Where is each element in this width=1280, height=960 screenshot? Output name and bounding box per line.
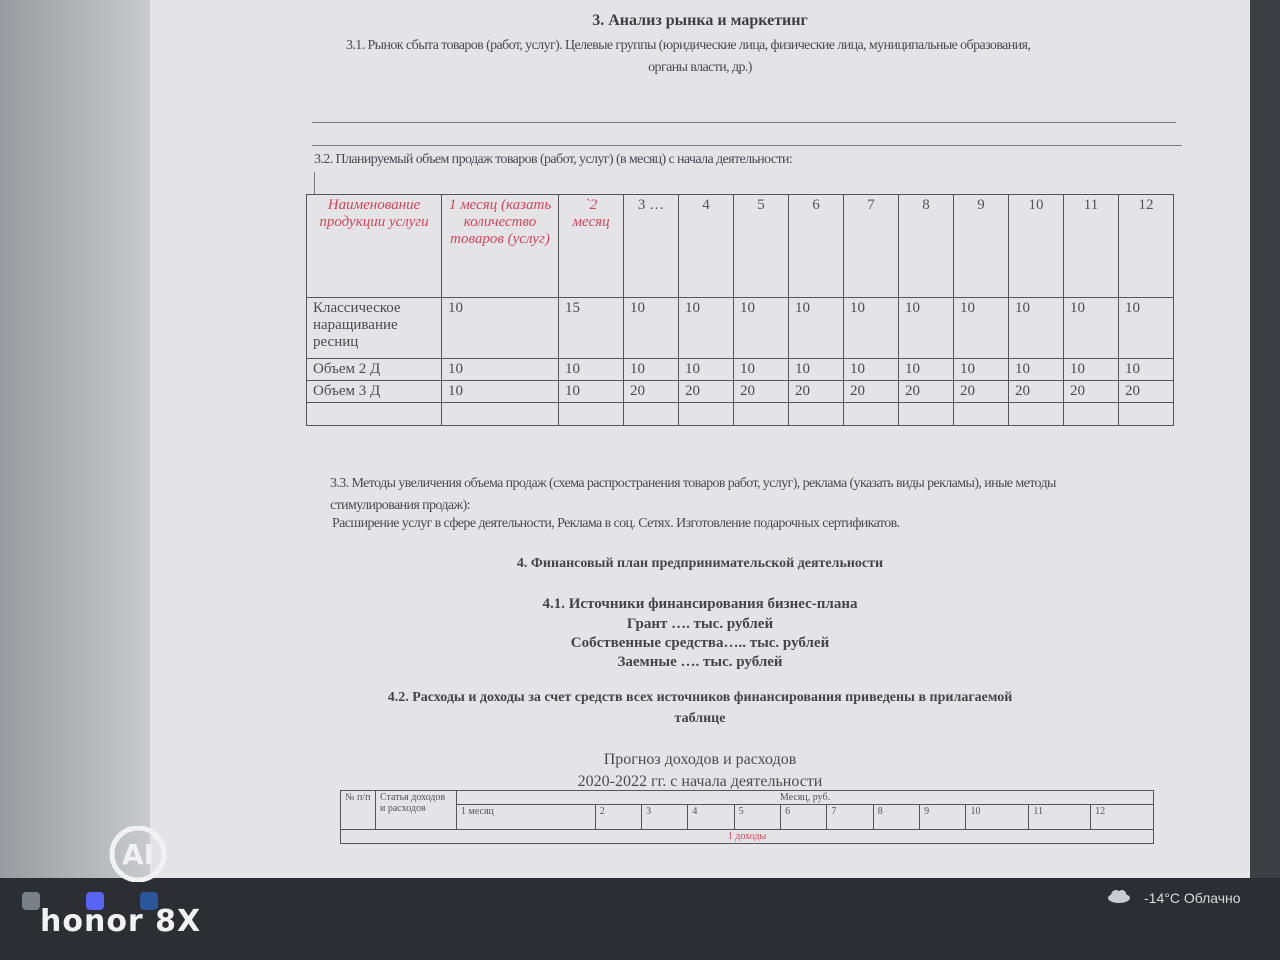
window-edge bbox=[0, 0, 150, 878]
forecast-month-1: 1 месяц bbox=[457, 805, 596, 830]
empty-cell[interactable] bbox=[679, 403, 734, 426]
forecast-title: Прогноз доходов и расходов bbox=[603, 751, 797, 768]
forecast-month-8: 8 bbox=[873, 805, 919, 830]
section-3-title: 3. Анализ рынка и маркетинг bbox=[592, 12, 808, 29]
row-1-m11[interactable]: 10 bbox=[1064, 298, 1119, 359]
row-3-m12[interactable]: 20 bbox=[1119, 381, 1174, 403]
forecast-months-row bbox=[341, 805, 1154, 830]
header-month-5: 5 bbox=[734, 195, 789, 298]
row-1-m7[interactable]: 10 bbox=[844, 298, 899, 359]
header-month-3: 3 … bbox=[624, 195, 679, 298]
row-3-m11[interactable]: 20 bbox=[1064, 381, 1119, 403]
row-1-m8[interactable]: 10 bbox=[899, 298, 954, 359]
forecast-month-7: 7 bbox=[827, 805, 873, 830]
row-1-m10[interactable]: 10 bbox=[1009, 298, 1064, 359]
empty-cell[interactable] bbox=[442, 403, 559, 426]
row-2-m4[interactable]: 10 bbox=[679, 359, 734, 381]
cloud-icon bbox=[1106, 888, 1132, 904]
empty-cell[interactable] bbox=[1064, 403, 1119, 426]
table-row bbox=[307, 298, 1174, 359]
empty-cell[interactable] bbox=[954, 403, 1009, 426]
header-product-name: Наименование продукции услуги bbox=[307, 195, 442, 298]
row-1-m1[interactable]: 10 bbox=[442, 298, 559, 359]
forecast-month-11: 11 bbox=[1029, 805, 1091, 830]
forecast-table bbox=[340, 790, 1154, 844]
paragraph-3-3-line1: 3.3. Методы увеличения объема продаж (схема распространения товаров работ, услуг), реклама (указать виды рекламы), иные методы bbox=[330, 476, 1056, 491]
section-4-1-title: 4.1. Источники финансирования бизнес-плана bbox=[542, 596, 858, 612]
paragraph-3-1-line1: 3.1. Рынок сбыта товаров (работ, услуг). Целевые группы (юридические лица, физические лица, муниципальные образования, bbox=[346, 38, 1031, 53]
funding-grant: Грант …. тыс. рублей bbox=[626, 616, 774, 632]
row-2-m2[interactable]: 10 bbox=[559, 359, 624, 381]
empty-cell[interactable] bbox=[789, 403, 844, 426]
forecast-month-3: 3 bbox=[642, 805, 688, 830]
row-2-m8[interactable]: 10 bbox=[899, 359, 954, 381]
table-row bbox=[307, 359, 1174, 381]
forecast-section-row bbox=[341, 830, 1154, 844]
ai-logo-text: AI bbox=[121, 838, 155, 871]
forecast-month-4: 4 bbox=[688, 805, 734, 830]
row-3-m9[interactable]: 20 bbox=[954, 381, 1009, 403]
weather-status[interactable]: -14°C Облачно bbox=[1144, 890, 1241, 906]
forecast-month-6: 6 bbox=[781, 805, 827, 830]
answer-line-1 bbox=[312, 122, 1176, 123]
forecast-col-item: Статья доходов и расходов bbox=[376, 791, 457, 830]
forecast-subtitle: 2020-2022 гг. с начала деятельности bbox=[577, 773, 823, 790]
empty-cell[interactable] bbox=[844, 403, 899, 426]
funding-loans: Заемные …. тыс. рублей bbox=[617, 654, 783, 670]
empty-cell[interactable] bbox=[1119, 403, 1174, 426]
header-month-8: 8 bbox=[899, 195, 954, 298]
row-1-m4[interactable]: 10 bbox=[679, 298, 734, 359]
header-month-9: 9 bbox=[954, 195, 1009, 298]
forecast-months-header: Месяц, руб. bbox=[457, 791, 1154, 805]
header-month-1: 1 месяц (казать количество товаров (услуг) bbox=[442, 195, 559, 298]
table-row bbox=[307, 381, 1174, 403]
row-3-m6[interactable]: 20 bbox=[789, 381, 844, 403]
row-2-name[interactable]: Объем 2 Д bbox=[307, 359, 442, 381]
paragraph-3-1-line2: органы власти, др.) bbox=[648, 60, 752, 75]
row-3-m4[interactable]: 20 bbox=[679, 381, 734, 403]
paragraph-3-3-line2: стимулирования продаж): bbox=[330, 498, 470, 513]
row-3-m8[interactable]: 20 bbox=[899, 381, 954, 403]
row-1-m5[interactable]: 10 bbox=[734, 298, 789, 359]
row-3-m7[interactable]: 20 bbox=[844, 381, 899, 403]
steam-icon[interactable] bbox=[22, 892, 40, 910]
row-1-m3[interactable]: 10 bbox=[624, 298, 679, 359]
row-2-m12[interactable]: 10 bbox=[1119, 359, 1174, 381]
document-page bbox=[150, 0, 1250, 878]
empty-cell[interactable] bbox=[559, 403, 624, 426]
forecast-header-row bbox=[341, 791, 1154, 805]
row-2-m5[interactable]: 10 bbox=[734, 359, 789, 381]
empty-cell[interactable] bbox=[1009, 403, 1064, 426]
forecast-month-2: 2 bbox=[595, 805, 641, 830]
header-month-12: 12 bbox=[1119, 195, 1174, 298]
row-3-m10[interactable]: 20 bbox=[1009, 381, 1064, 403]
row-1-m2[interactable]: 15 bbox=[559, 298, 624, 359]
row-2-m11[interactable]: 10 bbox=[1064, 359, 1119, 381]
forecast-col-num: № п/п bbox=[341, 791, 376, 830]
ai-logo-icon bbox=[86, 826, 190, 882]
text-cursor bbox=[314, 172, 315, 194]
funding-own-funds: Собственные средства….. тыс. рублей bbox=[570, 635, 830, 651]
header-month-6: 6 bbox=[789, 195, 844, 298]
table-row-empty bbox=[307, 403, 1174, 426]
row-3-m1[interactable]: 10 bbox=[442, 381, 559, 403]
header-month-11: 11 bbox=[1064, 195, 1119, 298]
row-2-m10[interactable]: 10 bbox=[1009, 359, 1064, 381]
header-month-10: 10 bbox=[1009, 195, 1064, 298]
empty-cell[interactable] bbox=[734, 403, 789, 426]
row-3-m3[interactable]: 20 bbox=[624, 381, 679, 403]
section-4-2-line1: 4.2. Расходы и доходы за счет средств всех источников финансирования приведены в прилагаемой bbox=[387, 690, 1013, 705]
section-4-2-line2: таблице bbox=[674, 711, 726, 726]
row-2-m6[interactable]: 10 bbox=[789, 359, 844, 381]
row-2-m9[interactable]: 10 bbox=[954, 359, 1009, 381]
forecast-month-5: 5 bbox=[734, 805, 780, 830]
brand-watermark: honor 8X bbox=[40, 904, 202, 939]
header-month-4: 4 bbox=[679, 195, 734, 298]
empty-cell[interactable] bbox=[624, 403, 679, 426]
sales-volume-table bbox=[306, 194, 1174, 426]
row-1-m6[interactable]: 10 bbox=[789, 298, 844, 359]
row-2-m3[interactable]: 10 bbox=[624, 359, 679, 381]
header-month-2: `2 месяц bbox=[559, 195, 624, 298]
forecast-income-section: 1 доходы bbox=[341, 830, 1154, 844]
empty-cell[interactable] bbox=[899, 403, 954, 426]
paragraph-3-2: 3.2. Планируемый объем продаж товаров (работ, услуг) (в месяц) с начала деятельности: bbox=[314, 152, 793, 167]
row-3-m2[interactable]: 10 bbox=[559, 381, 624, 403]
forecast-month-10: 10 bbox=[966, 805, 1029, 830]
row-1-name[interactable]: Классическое наращивание ресниц bbox=[307, 298, 442, 359]
table-header-row bbox=[307, 195, 1174, 298]
forecast-month-12: 12 bbox=[1091, 805, 1154, 830]
row-3-m5[interactable]: 20 bbox=[734, 381, 789, 403]
row-1-m12[interactable]: 10 bbox=[1119, 298, 1174, 359]
empty-cell[interactable] bbox=[307, 403, 442, 426]
answer-line-2 bbox=[312, 145, 1182, 146]
header-month-7: 7 bbox=[844, 195, 899, 298]
forecast-month-9: 9 bbox=[920, 805, 966, 830]
paragraph-3-3-answer: Расширение услуг в сфере деятельности, Реклама в соц. Сетях. Изготовление подарочных сертификатов. bbox=[332, 516, 900, 531]
row-2-m7[interactable]: 10 bbox=[844, 359, 899, 381]
row-3-name[interactable]: Объем 3 Д bbox=[307, 381, 442, 403]
row-2-m1[interactable]: 10 bbox=[442, 359, 559, 381]
row-1-m9[interactable]: 10 bbox=[954, 298, 1009, 359]
section-4-title: 4. Финансовый план предпринимательской деятельности bbox=[516, 556, 884, 571]
